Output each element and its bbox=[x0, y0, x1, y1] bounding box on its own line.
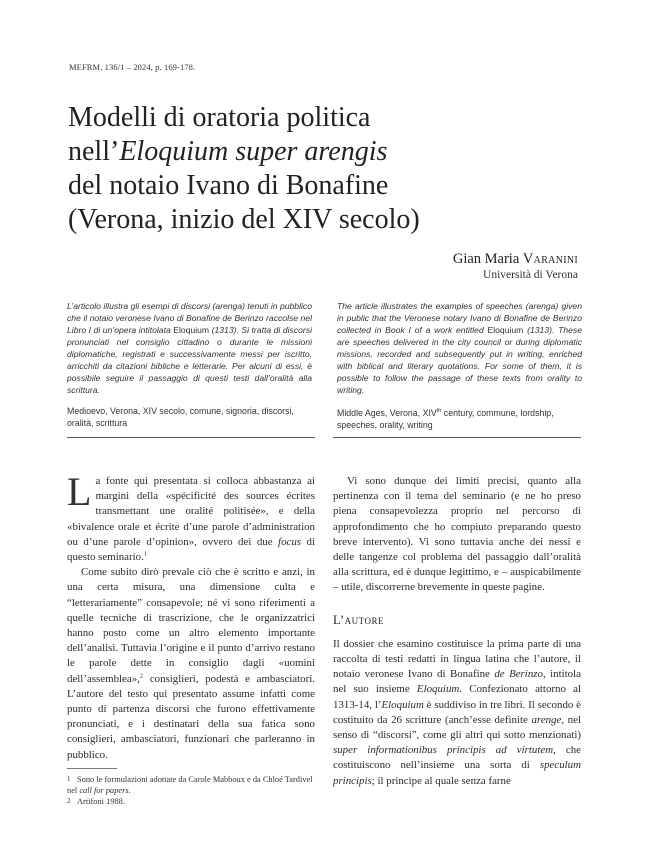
footnote-ref-2[interactable]: 2 bbox=[139, 672, 144, 680]
author-first-names: Gian Maria bbox=[452, 251, 523, 267]
keywords-en-2: century, commune, lordship, speeches, orality, writing bbox=[337, 407, 554, 430]
r-p2-b: , intitola nel suo insieme bbox=[333, 668, 581, 696]
abstract-english-text bbox=[337, 300, 582, 396]
title-line-1: Modelli di oratoria politica bbox=[68, 102, 371, 133]
divider-left bbox=[67, 437, 315, 438]
p2-text-a: Come subito dirò prevale ciò che è scritto e anzi, in una certa misura, una dimensione culta e “letterariamente” consapevole; né vi sono riferimenti a quelle tecniche di trascrizione, che le organizzatrici hanno posto come un altro elemento importante dell’analisi. Tuttavia l’origine e il punto d’arrivo restano le parole dette in consiglio dagli «uomini dell’assemblea», bbox=[67, 566, 315, 685]
abstract-italian bbox=[67, 300, 312, 429]
r-p2-em2: Eloquium bbox=[416, 683, 460, 696]
p1-text-b: di questo seminario. bbox=[67, 535, 315, 564]
r-p2-em3: Eloquium bbox=[381, 698, 424, 711]
keywords-en-sup: th bbox=[436, 408, 442, 414]
title-line-4: (Verona, inizio del XIV secolo) bbox=[68, 204, 420, 235]
r-p2-em6: speculum principis bbox=[333, 759, 581, 787]
title-line-2 bbox=[68, 135, 588, 169]
title-line-2-prefix: nell’ bbox=[68, 136, 120, 167]
abstract-italian-text bbox=[67, 300, 312, 396]
author-affiliation: Università di Verona bbox=[483, 269, 578, 281]
abstract-en-text-2: (1313). These are speeches delivered in the city council or during diplomatic missions, recorded and subsequently put in writing, enriched with biblical and literary quotations. For some of them, it is possible to follow the passage of these texts from orality to writing. bbox=[337, 325, 582, 395]
title-line-2-italic: Eloquium super arengis bbox=[119, 136, 388, 167]
footnote-divider bbox=[67, 768, 117, 769]
article-title bbox=[68, 101, 588, 237]
body-column-right bbox=[333, 474, 581, 789]
abstract-it-upright: Eloquium bbox=[173, 325, 210, 335]
r-p2-em1: de Berinzo bbox=[494, 668, 543, 681]
r-p2-e: , nel senso di “discorsi”, come gli altri qui sotto menzionati) bbox=[333, 713, 581, 742]
footnote-1-text-a: Sono le formulazioni adottate da Carole Mabboux e da Chloé Tardivel nel bbox=[67, 775, 313, 795]
footnote-2 bbox=[67, 796, 315, 807]
footnote-2-text: Artifoni 1988. bbox=[77, 797, 125, 806]
abstract-it-text-1: L’articolo illustra gli esempi di discorsi (arenga) tenuti in pubblico che il notaio veronese Ivano di Bonafine de Berinzo raccolse nel Libro I di un’opera intitolata bbox=[67, 301, 312, 335]
footnote-1 bbox=[67, 774, 315, 796]
p1-emphasis: focus bbox=[278, 535, 302, 548]
paragraph: Vi sono dunque dei limiti precisi, quanto alla pertinenza con il tema del seminario (e ne ho preso piena consapevolezza proprio nel percorso di approfondimento che ho compiuto preparando questo breve intervento). Vi sono tuttavia anche dei nessi e delle tangenze col problema del passaggio dall’oralità alla scrittura, ed è dunque legittimo, e – auspicabilmente – utile, discorrerne brevemente in queste pagine. bbox=[333, 475, 581, 594]
abstract-english bbox=[337, 300, 582, 431]
footnote-1-text-b: . bbox=[128, 786, 131, 795]
divider-right bbox=[333, 437, 581, 438]
footnotes bbox=[67, 774, 315, 807]
author-surname: Varanini bbox=[522, 251, 578, 267]
footnote-2-number: 2 bbox=[67, 797, 71, 805]
r-p2-f: , che costituiscono nell’insieme una sorta di bbox=[333, 744, 581, 772]
p1-text-a: a fonte qui presentata si colloca abbastanza ai margini della «spécificité des sources écrites transmettant une oralité politisée», e della «bivalence orale et écrite d’une parole d’administration ou d’une parole d’opinion», ovvero dei due bbox=[67, 475, 315, 548]
r-p2-em5: super informationibus principis ad virtutem bbox=[333, 744, 554, 757]
r-p2-c: . Confezionato attorno al 1313-14, l’ bbox=[333, 683, 581, 711]
author-block bbox=[453, 250, 578, 283]
r-p2-a: Il dossier che esamino costituisce la prima parte di una raccolta di testi redatti in lingua latina che l’autore, il notaio veronese Ivano di Bonafine bbox=[333, 637, 581, 681]
journal-reference: MEFRM, 136/1 – 2024, p. 169-178. bbox=[69, 62, 196, 72]
body-column-left bbox=[67, 469, 315, 763]
abstract-en-upright: Eloquium bbox=[487, 325, 524, 335]
r-p2-g: ; il principe al quale senza farne bbox=[371, 774, 511, 787]
r-p2-d: è suddiviso in tre libri. Il secondo è costituito da 26 scritture (anch’esse definite bbox=[333, 698, 581, 726]
author-name bbox=[453, 250, 578, 268]
footnote-ref-1[interactable]: 1 bbox=[143, 550, 148, 558]
p2-text-b: consiglieri, podestà e ambasciatori. L’autore del testo qui presentato assume infatti come punto di partenza discorsi che furono effettivamente pronunciati, e i destinatari della sua fatica sono consiglieri, ambasciatori, funzionari che parleranno in pubblico. bbox=[67, 672, 315, 761]
footnote-1-emphasis: call for papers bbox=[79, 786, 129, 795]
abstract-it-text-2: (1313). Si tratta di discorsi pronunciati nel consiglio cittadino o durante le missioni diplomatiche, registrati e successivamente messi per iscritto, arricchiti da citazioni bibliche e letterarie. Per alcuni di essi, è possibile seguire il passaggio di questi testi dall’oralità alla scrittura. bbox=[67, 325, 312, 395]
abstract-en-text-1: The article illustrates the examples of speeches (arenga) given in public that the Veronese notary Ivano di Bonafine de Berinzo collected in Book I of a work entitled bbox=[337, 301, 582, 335]
footnote-1-number: 1 bbox=[67, 775, 71, 783]
r-p2-em4: arenge bbox=[531, 713, 562, 726]
keywords-english bbox=[337, 405, 582, 431]
keywords-italian: Medioevo, Verona, XIV secolo, comune, signoria, discorsi, oralità, scrittura bbox=[67, 406, 294, 428]
paragraph bbox=[333, 637, 581, 789]
section-heading: L’autore bbox=[333, 612, 384, 627]
drop-cap: L bbox=[67, 469, 92, 514]
keywords-en-1: Middle Ages, Verona, XIV bbox=[337, 407, 437, 418]
paragraph bbox=[67, 469, 315, 565]
title-line-3: del notaio Ivano di Bonafine bbox=[68, 170, 389, 201]
paragraph bbox=[67, 565, 315, 763]
